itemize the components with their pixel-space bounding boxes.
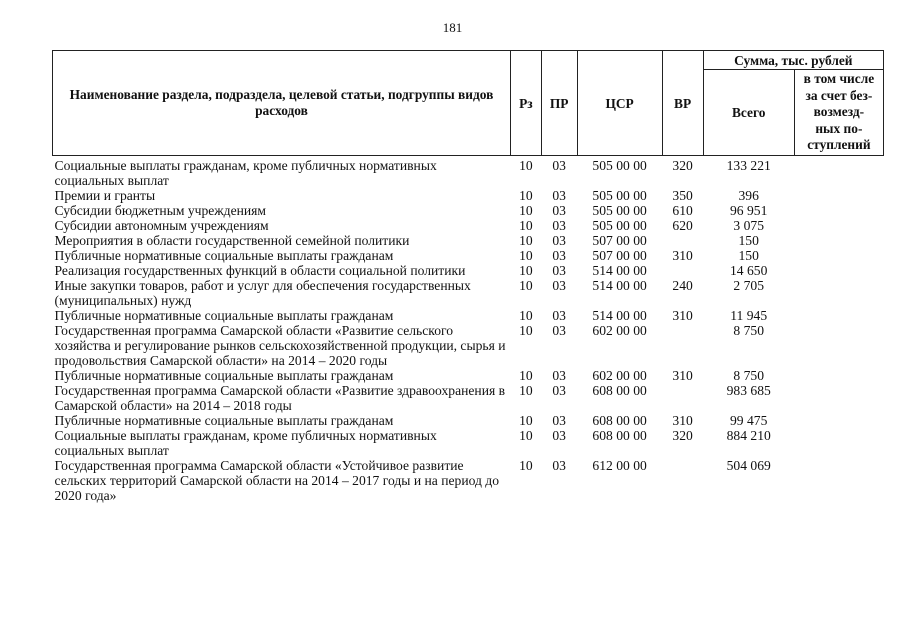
row-incl	[794, 203, 883, 218]
row-name: Мероприятия в области государственной семейной политики	[54, 233, 410, 248]
row-rz: 10	[519, 308, 533, 323]
row-name: Реализация государственных функций в области социальной политики	[54, 263, 466, 278]
row-pr: 03	[552, 308, 566, 323]
header-incl-line: за счет без-	[805, 87, 873, 103]
table-row	[53, 218, 884, 233]
row-total: 504 069	[726, 458, 771, 473]
row-rz: 10	[519, 218, 533, 233]
row-vr: 310	[672, 308, 693, 323]
row-name: Публичные нормативные социальные выплаты гражданам	[54, 248, 394, 263]
row-vr	[662, 458, 703, 503]
row-csr: 608 00 00	[592, 428, 647, 443]
row-csr: 505 00 00	[592, 218, 647, 233]
row-vr: 320	[672, 158, 693, 173]
row-csr: 507 00 00	[592, 248, 647, 263]
budget-table	[52, 50, 884, 503]
header-sum: Сумма, тыс. рублей	[703, 51, 883, 70]
row-total: 3 075	[733, 218, 764, 233]
row-name: Публичные нормативные социальные выплаты гражданам	[54, 413, 394, 428]
row-total: 884 210	[726, 428, 771, 443]
table-row	[53, 413, 884, 428]
row-name: Публичные нормативные социальные выплаты гражданам	[54, 368, 394, 383]
header-incl-line: ступлений	[807, 137, 871, 153]
row-name: Государственная программа Самарской области «Развитие здравоохранения в Самарской области» на 2014 – 2018 годы	[54, 383, 506, 413]
row-pr: 03	[552, 218, 566, 233]
row-total: 8 750	[733, 323, 764, 338]
row-incl	[794, 248, 883, 263]
row-total: 14 650	[730, 263, 768, 278]
row-csr: 507 00 00	[592, 233, 647, 248]
row-name: Публичные нормативные социальные выплаты гражданам	[54, 308, 394, 323]
table-row	[53, 458, 884, 503]
row-total: 11 945	[730, 308, 768, 323]
table-row	[53, 278, 884, 308]
row-pr: 03	[552, 248, 566, 263]
header-incl	[794, 70, 883, 156]
row-csr: 505 00 00	[592, 203, 647, 218]
row-total: 99 475	[730, 413, 768, 428]
row-pr: 03	[552, 158, 566, 173]
row-total: 396	[738, 188, 759, 203]
row-incl	[794, 218, 883, 233]
row-pr: 03	[552, 188, 566, 203]
row-vr: 310	[672, 368, 693, 383]
table-row	[53, 158, 884, 188]
row-rz: 10	[519, 263, 533, 278]
row-total: 983 685	[726, 383, 771, 398]
header-pr: ПР	[541, 51, 577, 156]
row-pr: 03	[552, 368, 566, 383]
row-vr: 610	[672, 203, 693, 218]
row-incl	[794, 428, 883, 458]
row-csr: 608 00 00	[592, 413, 647, 428]
row-rz: 10	[519, 233, 533, 248]
row-rz: 10	[519, 428, 533, 443]
row-rz: 10	[519, 323, 533, 338]
row-name: Иные закупки товаров, работ и услуг для обеспечения государственных (муниципальных) нужд	[54, 278, 471, 308]
header-incl-line: возмезд-	[813, 104, 865, 120]
row-pr: 03	[552, 323, 566, 338]
row-incl	[794, 368, 883, 383]
row-rz: 10	[519, 248, 533, 263]
row-csr: 514 00 00	[592, 278, 647, 293]
row-vr	[662, 383, 703, 413]
table-row	[53, 368, 884, 383]
row-total: 96 951	[730, 203, 768, 218]
row-total: 2 705	[733, 278, 764, 293]
row-pr: 03	[552, 233, 566, 248]
row-pr: 03	[552, 203, 566, 218]
row-pr: 03	[552, 413, 566, 428]
row-incl	[794, 323, 883, 368]
table-row	[53, 383, 884, 413]
row-csr: 602 00 00	[592, 368, 647, 383]
row-vr	[662, 323, 703, 368]
row-pr: 03	[552, 278, 566, 293]
row-csr: 505 00 00	[592, 158, 647, 173]
row-vr	[662, 233, 703, 248]
header-incl-line: в том числе	[803, 71, 875, 87]
row-vr: 320	[672, 428, 693, 443]
row-name: Премии и гранты	[54, 188, 156, 203]
row-incl	[794, 308, 883, 323]
row-csr: 612 00 00	[592, 458, 647, 473]
row-name: Субсидии автономным учреждениям	[54, 218, 269, 233]
row-rz: 10	[519, 458, 533, 473]
table-row	[53, 248, 884, 263]
row-rz: 10	[519, 158, 533, 173]
row-incl	[794, 383, 883, 413]
page-number: 181	[442, 20, 463, 35]
row-rz: 10	[519, 278, 533, 293]
table-row	[53, 263, 884, 278]
header-total: Всего	[703, 70, 794, 156]
row-vr: 620	[672, 218, 693, 233]
row-csr: 505 00 00	[592, 188, 647, 203]
row-incl	[794, 158, 883, 188]
row-incl	[794, 413, 883, 428]
row-incl	[794, 278, 883, 308]
row-pr: 03	[552, 383, 566, 398]
row-name: Социальные выплаты гражданам, кроме публичных нормативных социальных выплат	[54, 158, 437, 188]
table-row	[53, 203, 884, 218]
table-row	[53, 308, 884, 323]
header-csr: ЦСР	[577, 51, 662, 156]
table-row	[53, 428, 884, 458]
row-rz: 10	[519, 368, 533, 383]
row-pr: 03	[552, 263, 566, 278]
row-csr: 608 00 00	[592, 383, 647, 398]
row-vr: 240	[672, 278, 693, 293]
row-pr: 03	[552, 458, 566, 473]
row-total: 150	[738, 233, 759, 248]
row-total: 150	[738, 248, 759, 263]
row-name: Социальные выплаты гражданам, кроме публичных нормативных социальных выплат	[54, 428, 437, 458]
table-row	[53, 188, 884, 203]
table-row	[53, 233, 884, 248]
table-row	[53, 323, 884, 368]
row-incl	[794, 188, 883, 203]
row-vr: 310	[672, 413, 693, 428]
row-pr: 03	[552, 428, 566, 443]
row-total: 133 221	[726, 158, 771, 173]
row-rz: 10	[519, 413, 533, 428]
row-incl	[794, 263, 883, 278]
row-incl	[794, 233, 883, 248]
row-csr: 602 00 00	[592, 323, 647, 338]
header-name: Наименование раздела, подраздела, целевой статьи, подгруппы видов расходов	[53, 51, 511, 156]
row-rz: 10	[519, 188, 533, 203]
row-csr: 514 00 00	[592, 308, 647, 323]
row-vr: 310	[672, 248, 693, 263]
table-header	[53, 51, 884, 156]
header-incl-line: ных по-	[815, 120, 863, 136]
row-total: 8 750	[733, 368, 764, 383]
header-rz: Рз	[511, 51, 542, 156]
row-csr: 514 00 00	[592, 263, 647, 278]
row-rz: 10	[519, 203, 533, 218]
row-vr: 350	[672, 188, 693, 203]
row-name: Государственная программа Самарской области «Устойчивое развитие сельских территорий Самарской области на 2014 – 2017 годы и на период до 2020 года»	[54, 458, 500, 503]
header-vr: ВР	[662, 51, 703, 156]
table-body	[53, 156, 884, 504]
row-vr	[662, 263, 703, 278]
row-name: Субсидии бюджетным учреждениям	[54, 203, 267, 218]
row-name: Государственная программа Самарской области «Развитие сельского хозяйства и регулирование рынков сельскохозяйственной продукции, сырья и продовольствия Самарской области» на 2014 – 2020 годы	[54, 323, 506, 368]
row-rz: 10	[519, 383, 533, 398]
row-incl	[794, 458, 883, 503]
